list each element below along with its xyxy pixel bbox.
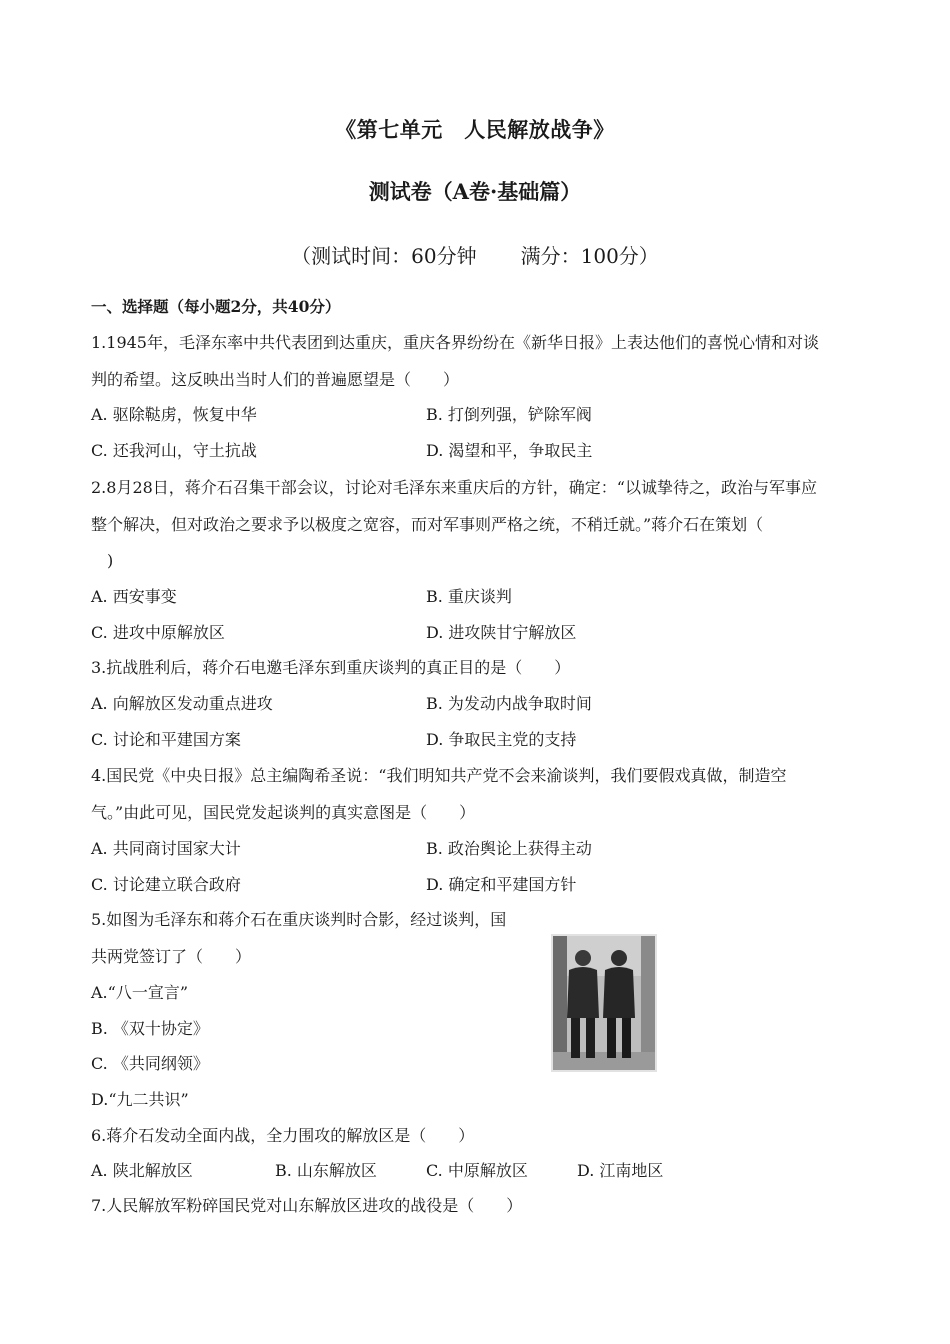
option-c: C. 《共同纲领》 xyxy=(91,1054,209,1073)
option-c: C. 中原解放区 xyxy=(426,1161,528,1180)
option-d: D. 确定和平建国方针 xyxy=(426,875,577,894)
option-b: B. 政治舆论上获得主动 xyxy=(426,839,592,858)
option-a: A. 向解放区发动重点进攻 xyxy=(91,694,273,713)
option-b: B. 为发动内战争取时间 xyxy=(426,694,592,713)
option-c: C. 进攻中原解放区 xyxy=(91,623,225,642)
full-score: 满分：100分） xyxy=(520,244,659,268)
document-title: 《第七单元 人民解放战争》 xyxy=(335,117,615,142)
question-text: 1.1945年，毛泽东率中共代表团到达重庆，重庆各界纷纷在《新华日报》上表达他们的喜悦心情和对谈 xyxy=(91,333,819,352)
document-subtitle: 测试卷（A卷·基础篇） xyxy=(368,179,582,204)
question-text: 气。”由此可见，国民党发起谈判的真实意图是（ ） xyxy=(91,803,476,822)
question-text: 判的希望。这反映出当时人们的普遍愿望是（ ） xyxy=(91,370,460,389)
option-a: A.“八一宣言” xyxy=(91,983,189,1002)
option-d: D. 江南地区 xyxy=(577,1161,664,1180)
option-a: A. 共同商讨国家大计 xyxy=(91,839,241,858)
option-d: D.“九二共识” xyxy=(91,1090,189,1109)
option-a: A. 陕北解放区 xyxy=(91,1161,193,1180)
question-text: 7.人民解放军粉碎国民党对山东解放区进攻的战役是（ ） xyxy=(91,1196,523,1215)
option-a: A. 驱除鞑虏，恢复中华 xyxy=(91,405,257,424)
option-a: A. 西安事变 xyxy=(91,587,177,606)
section-heading: 一、选择题（每小题2分，共40分） xyxy=(91,297,341,316)
question-text: 5.如图为毛泽东和蒋介石在重庆谈判时合影，经过谈判，国 xyxy=(91,910,507,929)
test-meta xyxy=(0,240,950,269)
question-text: 整个解决，但对政治之要求予以极度之宽容，而对军事则严格之统，不稍迁就。”蒋介石在策划（ xyxy=(91,515,764,534)
option-b: B. 《双十协定》 xyxy=(91,1019,209,1038)
option-d: D. 进攻陕甘宁解放区 xyxy=(426,623,577,642)
question-text: ) xyxy=(91,551,114,570)
option-b: B. 打倒列强，铲除军阀 xyxy=(426,405,592,424)
option-b: B. 重庆谈判 xyxy=(426,587,512,606)
option-c: C. 讨论建立联合政府 xyxy=(91,875,241,894)
question-text: 共两党签订了（ ） xyxy=(91,947,252,966)
option-c: C. 讨论和平建国方案 xyxy=(91,730,241,749)
option-b: B. 山东解放区 xyxy=(275,1161,377,1180)
question-text: 6.蒋介石发动全面内战，全力围攻的解放区是（ ） xyxy=(91,1126,475,1145)
test-time: （测试时间：60分钟 xyxy=(291,244,477,268)
option-c: C. 还我河山，守土抗战 xyxy=(91,441,257,460)
option-d: D. 渴望和平，争取民主 xyxy=(426,441,593,460)
option-d: D. 争取民主党的支持 xyxy=(426,730,577,749)
question-text: 2.8月28日，蒋介石召集干部会议，讨论对毛泽东来重庆后的方针，确定：“以诚挚待之，政治与军事应 xyxy=(91,478,817,497)
question-text: 3.抗战胜利后，蒋介石电邀毛泽东到重庆谈判的真正目的是（ ） xyxy=(91,658,571,677)
question-text: 4.国民党《中央日报》总主编陶希圣说：“我们明知共产党不会来渝谈判，我们要假戏真做，制造空 xyxy=(91,766,787,785)
historical-photo xyxy=(551,934,657,1072)
